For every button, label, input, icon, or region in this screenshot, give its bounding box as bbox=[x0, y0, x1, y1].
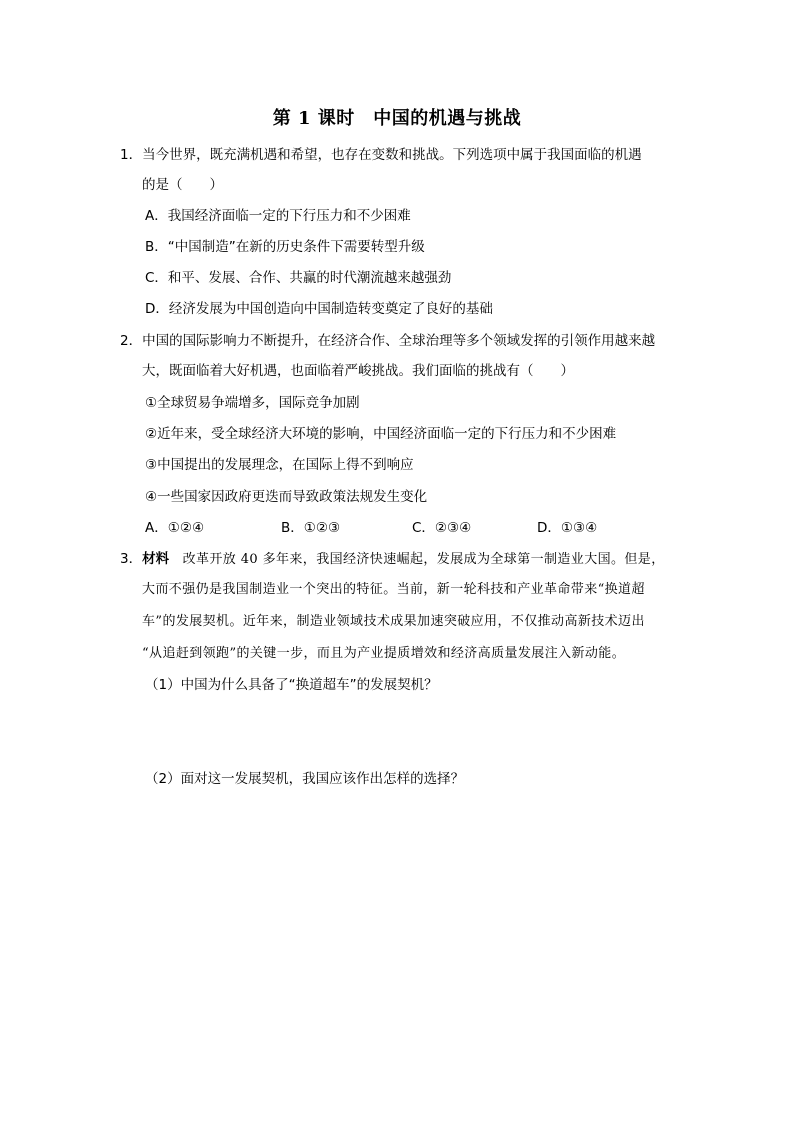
question-number: 2． bbox=[120, 333, 143, 349]
question-2-item-1: ①全球贸易争端增多，国际竞争加剧 bbox=[145, 395, 360, 411]
question-1-stem-cont: 的是（ ） bbox=[142, 177, 223, 193]
question-3-material-line-1 bbox=[120, 549, 665, 570]
question-number: 3． bbox=[120, 551, 143, 567]
question-2-item-3: ③中国提出的发展理念，在国际上得不到响应 bbox=[145, 457, 414, 473]
question-1-option-a: A．我国经济面临一定的下行压力和不少困难 bbox=[145, 208, 411, 224]
material-text: 改革开放 40 多年来，我国经济快速崛起，发展成为全球第一制造业大国。但是， bbox=[182, 552, 665, 567]
question-2-item-4: ④一些国家因政府更迭而导致政策法规发生变化 bbox=[145, 489, 428, 505]
question-2-option-b: B．①②③ bbox=[281, 520, 341, 536]
page-title: 第 1 课时 中国的机遇与挑战 bbox=[272, 108, 522, 129]
question-3-material-line-4: “从追赶到领跑”的关键一步，而且为产业提质增效和经济高质量发展注入新动能。 bbox=[142, 646, 626, 661]
question-1-option-c: C．和平、发展、合作、共赢的时代潮流越来越强劲 bbox=[145, 270, 452, 286]
material-label: 材料 bbox=[142, 551, 170, 567]
question-2-option-d: D．①③④ bbox=[537, 520, 598, 536]
question-3-sub-1: （1）中国为什么具备了“换道超车”的发展契机？ bbox=[145, 677, 438, 693]
question-text: 当今世界，既充满机遇和希望，也存在变数和挑战。下列选项中属于我国面临的机遇 bbox=[142, 147, 642, 163]
question-1-stem bbox=[120, 145, 642, 165]
question-2-option-a: A．①②④ bbox=[145, 520, 205, 536]
question-2-stem bbox=[120, 331, 655, 351]
question-number: 1． bbox=[120, 147, 143, 163]
question-1-option-d: D．经济发展为中国创造向中国制造转变奠定了良好的基础 bbox=[145, 301, 493, 317]
question-3-material-line-2: 大而不强仍是我国制造业一个突出的特征。当前，新一轮科技和产业革命带来“换道超 bbox=[142, 582, 645, 597]
question-3-material-line-3: 车”的发展契机。近年来，制造业领域技术成果加速突破应用，不仅推动高新技术迈出 bbox=[142, 614, 645, 629]
question-3-sub-2: （2）面对这一发展契机，我国应该作出怎样的选择？ bbox=[145, 771, 465, 787]
question-2-option-c: C．②③④ bbox=[412, 520, 472, 536]
question-2-item-2: ②近年来，受全球经济大环境的影响，中国经济面临一定的下行压力和不少困难 bbox=[145, 426, 617, 442]
question-2-stem-cont: 大，既面临着大好机遇，也面临着严峻挑战。我们面临的挑战有（ ） bbox=[142, 363, 574, 379]
question-text: 中国的国际影响力不断提升，在经济合作、全球治理等多个领域发挥的引领作用越来越 bbox=[142, 333, 656, 349]
question-1-option-b: B．“中国制造”在新的历史条件下需要转型升级 bbox=[145, 239, 425, 255]
